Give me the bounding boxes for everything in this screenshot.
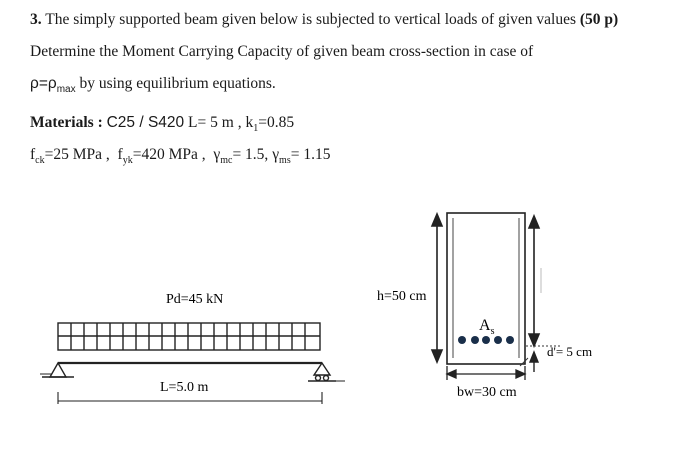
roller-support-right — [308, 363, 336, 381]
pin-support-left — [42, 363, 74, 377]
height-label: h=50 cm — [377, 289, 427, 304]
materials-grades: C25 / S420 — [106, 114, 185, 131]
width-dimension — [447, 366, 525, 380]
materials-k1: $k_1=0.85$ — [245, 114, 295, 135]
steel-area-label: $A_s$ — [479, 317, 495, 337]
gamma-ms-value: $\gamma_{ms}= 1.15$ — [272, 146, 331, 167]
fck-value: $f_{ck}=25$ MPa , — [30, 146, 110, 167]
cover-label: d'= 5 cm — [547, 344, 593, 359]
problem-number: 3. — [30, 11, 42, 28]
gamma-mc-value: $\gamma_{mc}= 1.5$, — [213, 146, 269, 167]
problem-line-2: Determine the Moment Carrying Capacity of given beam cross-section in case of — [30, 43, 534, 60]
rho-subscript: max — [56, 84, 76, 96]
materials-span-length: L= 5 m , — [188, 114, 242, 131]
materials-label: Materials : — [30, 114, 103, 131]
height-dimension — [432, 214, 442, 362]
effective-depth-dimension — [529, 216, 539, 346]
problem-line-3-rest: by using equilibrium equations. — [79, 75, 276, 92]
width-label: bw=30 cm — [457, 385, 517, 400]
fyk-value: $f_{yk}=420$ MPa , — [117, 146, 206, 167]
cover-dimension — [530, 352, 538, 372]
rho-symbol: ρ=ρ — [30, 75, 57, 92]
problem-points: (50 p) — [579, 11, 619, 28]
distributed-load — [58, 323, 320, 350]
problem-statement: The simply supported beam given below is subjected to vertical loads of given values — [45, 11, 576, 28]
span-label: L=5.0 m — [160, 380, 209, 395]
reinforcement-bars — [458, 336, 514, 344]
load-label: Pd=45 kN — [166, 292, 224, 307]
